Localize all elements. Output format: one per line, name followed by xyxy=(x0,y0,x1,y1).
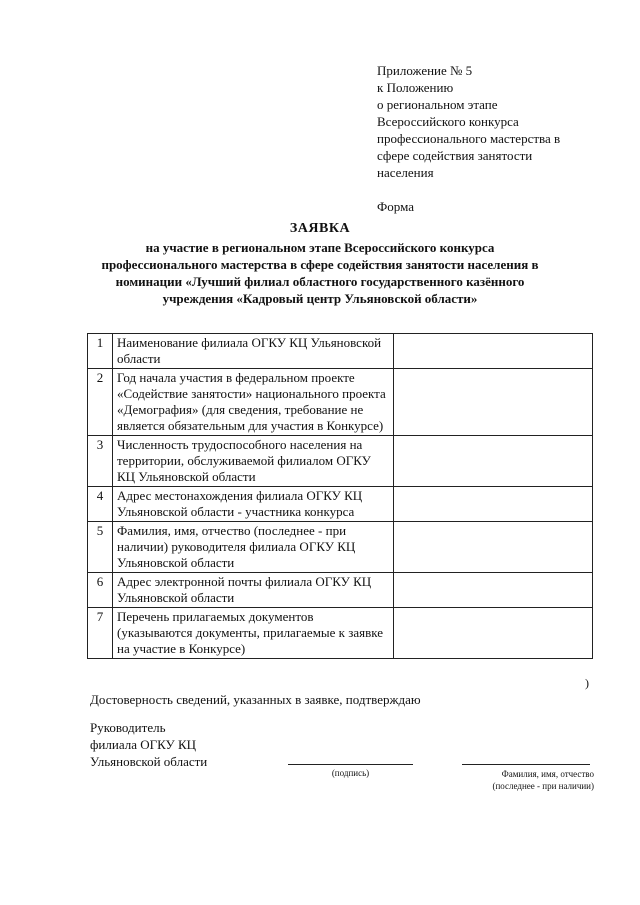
title-line: учреждения «Кадровый центр Ульяновской области» xyxy=(162,291,478,306)
confirmation-text: Достоверность сведений, указанных в заявке, подтверждаю xyxy=(90,692,421,707)
row-label: Фамилия, имя, отчество (последнее - при наличии) руководителя филиала ОГКУ КЦ Ульяновской области xyxy=(113,522,394,573)
row-number: 3 xyxy=(88,436,113,487)
name-caption-line: (последнее - при наличии) xyxy=(492,781,594,791)
table-row xyxy=(88,334,593,369)
signatory-line: Руководитель xyxy=(90,720,166,735)
stray-mark: ) xyxy=(585,676,589,690)
title-line: профессионального мастерства в сфере содействия занятости населения в xyxy=(101,257,539,272)
form-label: Форма xyxy=(377,199,414,214)
name-line[interactable] xyxy=(462,764,590,765)
appendix-line: к Положению xyxy=(377,80,454,95)
name-caption-line: Фамилия, имя, отчество xyxy=(501,769,594,779)
appendix-line: профессионального мастерства в xyxy=(377,131,561,146)
row-label: Наименование филиала ОГКУ КЦ Ульяновской области xyxy=(113,334,394,369)
name-caption xyxy=(452,768,594,792)
row-value-field[interactable] xyxy=(394,522,593,573)
table-row xyxy=(88,608,593,659)
signature-caption: (подпись) xyxy=(331,768,370,778)
row-value-field[interactable] xyxy=(394,487,593,522)
row-label: Адрес электронной почты филиала ОГКУ КЦ Ульяновской области xyxy=(113,573,394,608)
row-number: 1 xyxy=(88,334,113,369)
appendix-line: Приложение № 5 xyxy=(377,63,473,78)
row-value-field[interactable] xyxy=(394,334,593,369)
title-line: на участие в региональном этапе Всероссийского конкурса xyxy=(145,240,495,255)
row-number: 6 xyxy=(88,573,113,608)
table-row xyxy=(88,369,593,436)
row-number: 5 xyxy=(88,522,113,573)
signatory-line: Ульяновской области xyxy=(90,754,208,769)
row-value-field[interactable] xyxy=(394,369,593,436)
appendix-line: о региональном этапе xyxy=(377,97,498,112)
table-row xyxy=(88,436,593,487)
row-value-field[interactable] xyxy=(394,436,593,487)
table-row xyxy=(88,487,593,522)
appendix-line: сфере содействия занятости xyxy=(377,148,533,163)
title-heading: ЗАЯВКА xyxy=(289,221,351,236)
appendix-line: Всероссийского конкурса xyxy=(377,114,519,129)
document-title xyxy=(60,220,580,307)
table-row xyxy=(88,522,593,573)
row-number: 2 xyxy=(88,369,113,436)
row-value-field[interactable] xyxy=(394,573,593,608)
appendix-block xyxy=(377,62,627,215)
application-table xyxy=(87,333,593,659)
signature-line[interactable] xyxy=(288,764,413,765)
row-label: Адрес местонахождения филиала ОГКУ КЦ Ульяновской области - участника конкурса xyxy=(113,487,394,522)
signatory-block xyxy=(90,719,207,770)
row-number: 4 xyxy=(88,487,113,522)
table-row xyxy=(88,573,593,608)
row-label: Численность трудоспособного населения на территории, обслуживаемой филиалом ОГКУ КЦ Ульяновской области xyxy=(113,436,394,487)
appendix-line: населения xyxy=(377,165,434,180)
row-number: 7 xyxy=(88,608,113,659)
row-value-field[interactable] xyxy=(394,608,593,659)
row-label: Перечень прилагаемых документов (указываются документы, прилагаемые к заявке на участие в Конкурсе) xyxy=(113,608,394,659)
row-label: Год начала участия в федеральном проекте «Содействие занятости» национального проекта «Демография» (для сведения, требование не является обязательным для участия в Конкурсе) xyxy=(113,369,394,436)
title-line: номинации «Лучший филиал областного государственного казённого xyxy=(115,274,525,289)
signatory-line: филиала ОГКУ КЦ xyxy=(90,737,197,752)
